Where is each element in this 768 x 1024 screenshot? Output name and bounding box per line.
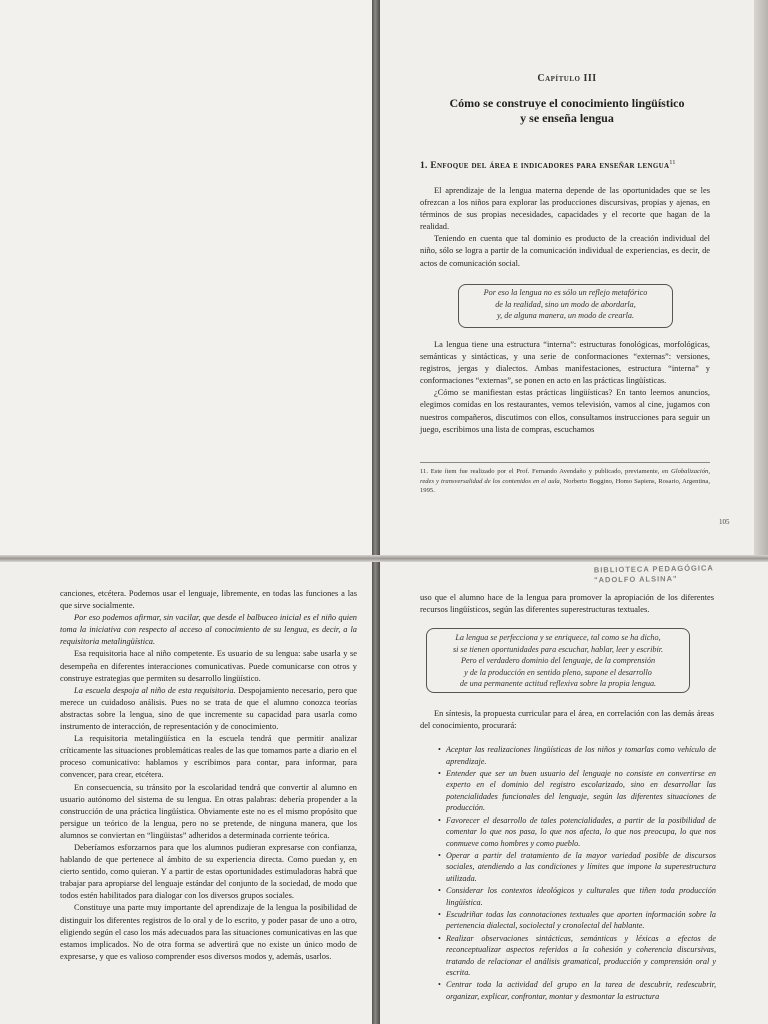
paragraph: Teniendo en cuenta que tal dominio es producto de la creación individual del niño, sólo se logra a partir de la comunicación individual de experiencias, es decir, de actos de comunicación social. — [420, 234, 710, 268]
quote-line: de una permanente actitud reflexiva sobre la propia lengua. — [459, 679, 657, 688]
quote-line: Por eso la lengua no es sólo un reflejo metafórico — [483, 288, 648, 297]
footnote — [420, 467, 710, 496]
section-heading-text: 1. Enfoque del área e indicadores para enseñar lengua — [420, 161, 670, 172]
footnote-text: 11. Este ítem fue realizado por el Prof. Fernando Avendaño y publicado, previamente, en — [420, 468, 671, 475]
page-105 — [380, 0, 768, 555]
quote-line: Pero el verdadero dominio del lenguaje, de la comprensión — [460, 656, 656, 665]
page-edge-shadow — [754, 0, 768, 555]
summary-text — [420, 708, 714, 732]
quote-box — [426, 628, 690, 693]
paragraph-italic: Por eso podemos afirmar, sin vacilar, que desde el balbuceo inicial es el niño quien toma la iniciativa con respecto al acceso al conocimiento de su lengua, es decir, a la requisitoria metalingüística. — [60, 613, 357, 647]
paragraph: canciones, etcétera. Podemos usar el lenguaje, libremente, en todas las funciones a las que sirve socialmente. — [60, 589, 357, 611]
body-text-left — [60, 588, 357, 963]
list-item: • Centrar toda la actividad del grupo en la tarea de descubrir, redescubrir, organizar, explicar, confrontar, montar y desmontar la estructura — [438, 979, 716, 1002]
footnote-reference: 11 — [669, 160, 676, 166]
quote-line: de la realidad, sino un modo de abordarla, — [495, 299, 636, 309]
objectives-list — [438, 744, 716, 1003]
paragraph: En consecuencia, su tránsito por la escolaridad tendrá que convertir al alumno en usuario autónomo del sistema de su lengua. En otras palabras: debería propender a la construcción de una práctica lingüística. Obviamente este no es el mismo propósito que persigue un teórico de la lengua, pero no se pretende, de ninguna manera, que los alumnos se conviertan en “lingüistas” adheridos a determinada corriente teórica. — [60, 782, 357, 840]
list-item: • Operar a partir del tratamiento de la mayor variedad posible de discursos sociales, atendiendo a las condiciones y límites que impone la superestructura utilizada. — [438, 850, 716, 885]
paragraph: El aprendizaje de la lengua materna depende de las oportunidades que se les ofrezcan a los niños para explorar las producciones discursivas, propias y ajenas, en términos de sus propias necesidades, capacidades y el recorte que hagan de la realidad. — [420, 186, 710, 232]
quote-line: La lengua se perfecciona y se enriquece, tal como se ha dicho, — [455, 633, 661, 642]
quote-box — [458, 284, 673, 328]
list-item: • Entender que ser un buen usuario del lenguaje no consiste en convertirse en experto en el dominio del registro escolarizado, sino en desarrollar las potencialidades funcionales del lenguaje, según las diferentes situaciones de producción. — [438, 768, 716, 814]
paragraph — [60, 685, 357, 733]
chapter-title-line-2: y se enseña lengua — [520, 111, 614, 125]
chapter-label: Capítulo III — [537, 73, 597, 84]
list-item: • Considerar los contextos ideológicos y culturales que tiñen toda producción lingüística. — [438, 885, 716, 908]
chapter-title — [380, 96, 754, 126]
list-item: • Favorecer el desarrollo de tales potencialidades, a partir de la posibilidad de comentar lo que nos pasa, lo que nos afecta, lo que nos preocupa, lo que nos conmueve como hombres y como pueblo. — [438, 815, 716, 850]
blank-page-top-left — [0, 0, 372, 555]
list-item: • Escudriñar todas las connotaciones textuales que aporten información sobre la pertenencia dialectal, sociolectal y cronolectal del hablante. — [438, 909, 716, 932]
italic-phrase: La escuela despoja al niño de esta requisitoria. — [74, 685, 236, 695]
stamp-line: "ADOLFO ALSINA" — [593, 574, 678, 585]
body-text-right — [420, 592, 714, 616]
list-item: • Aceptar las realizaciones lingüísticas de los niños y tomarlas como vehículo de aprendizaje. — [438, 744, 716, 767]
paragraph: En síntesis, la propuesta curricular para el área, en correlación con las demás áreas del conocimiento, procurará: — [420, 709, 714, 731]
section-heading — [420, 160, 676, 171]
page-right-bottom — [380, 562, 768, 1024]
list-item: • Realizar observaciones sintácticas, semánticas y léxicas a efectos de reconceptualizar aspectos referidos a la cohesión y coherencia discursivas, tratando de relacionar el análisis gramatical, producción y comprensión oral y escrita. — [438, 933, 716, 979]
footnote-text-end: , Norberto Boggino, Homo Sapiens, Rosario, Argentina, 1995. — [420, 477, 710, 495]
paragraph: La lengua tiene una estructura “interna”: estructuras fonológicas, morfológicas, semánticas y sintácticas, y una serie de conformaciones “externas”: versiones, registros, jergas y dialectos. Ambas manifestaciones, estructura “interna” y conformaciones “externas”, se ponen en acto en las prácticas lingüísticas. — [420, 340, 710, 386]
chapter-title-line-1: Cómo se construye el conocimiento lingüístico — [449, 96, 685, 110]
paragraph: Constituye una parte muy importante del aprendizaje de la lengua la posibilidad de distinguir los diferentes registros de lo oral y de lo escrito, y poder pasar de uno a otro, eligiendo según el caso los más adecuados para las situaciones comunicativas en las que estamos implicados. No de otra forma se advertirá que no existe un único modo de expresarse, y que es valioso comprender esos diversos modos y, además, usarlos. — [60, 903, 357, 961]
page-number: 105 — [719, 518, 730, 526]
paragraph-rest: Despojamiento necesario, pero que merece un cuidadoso análisis. Pues no se trata de que el alumno conozca teorías abstractas sobre la lengua, sino de que incremente su capacidad para usarla como instrumento de interacción, de representación y de conocimiento. — [60, 685, 357, 732]
paragraph: La requisitoria metalingüística en la escuela tendrá que permitir analizar críticamente las situaciones problemáticas reales de las que tomamos parte a diario en el proceso comunicativo: hablamos y escribimos para contar, para informar, para convencer, para crear, etcétera. — [60, 734, 357, 780]
scan-seam — [0, 555, 768, 562]
paragraph: Deberíamos esforzarnos para que los alumnos pudieran expresarse con confianza, hablando de que pertenece al ámbito de su experiencia directa. Como puedan y, en cierto sentido, como quieran. Y a partir de estas oportunidades estimuladoras habrá que trabajar para apropiarse del lenguaje estándar del conjunto de la sociedad, de modo que todos estén habilitados para dialogar con los diversos grupos sociales. — [60, 842, 357, 901]
body-text-intro — [420, 185, 710, 270]
footnote-book-title: Globalización, redes y transversalidad de los contenidos en el aula — [420, 468, 710, 485]
body-text-main — [420, 339, 710, 436]
library-stamp — [594, 563, 764, 592]
paragraph: uso que el alumno hace de la lengua para promover la apropiación de los diferentes recursos lingüísticos, según las diferentes superestructuras textuales. — [420, 593, 714, 615]
page-left-bottom — [0, 562, 372, 1024]
paragraph: ¿Cómo se manifiestan estas prácticas lingüísticas? En tanto leemos anuncios, elegimos comidas en los restaurantes, vemos televisión, vamos al cine, jugamos con nuestros compañeros, discutimos con ellos, consultamos instrucciones para seguir un juego, escribimos una lista de compras, escuchamos — [420, 388, 710, 434]
quote-line: si se tienen oportunidades para escuchar, hablar, leer y escribir. — [452, 644, 664, 654]
footnote-divider — [420, 462, 710, 463]
paragraph: Esa requisitoria hace al niño competente. Es usuario de su lengua: sabe usarla y se desempeña en diferentes interacciones comunicativas. Puede comunicarse con otros y construye estrategias que permiten su desarrollo lingüístico. — [60, 649, 357, 683]
book-gutter — [372, 0, 380, 1024]
stamp-line: BIBLIOTECA PEDAGÓGICA — [593, 563, 714, 575]
quote-line: y, de alguna manera, un modo de crearla. — [496, 311, 635, 320]
quote-line: y de la producción en sentido pleno, supone el desarrollo — [464, 667, 652, 677]
